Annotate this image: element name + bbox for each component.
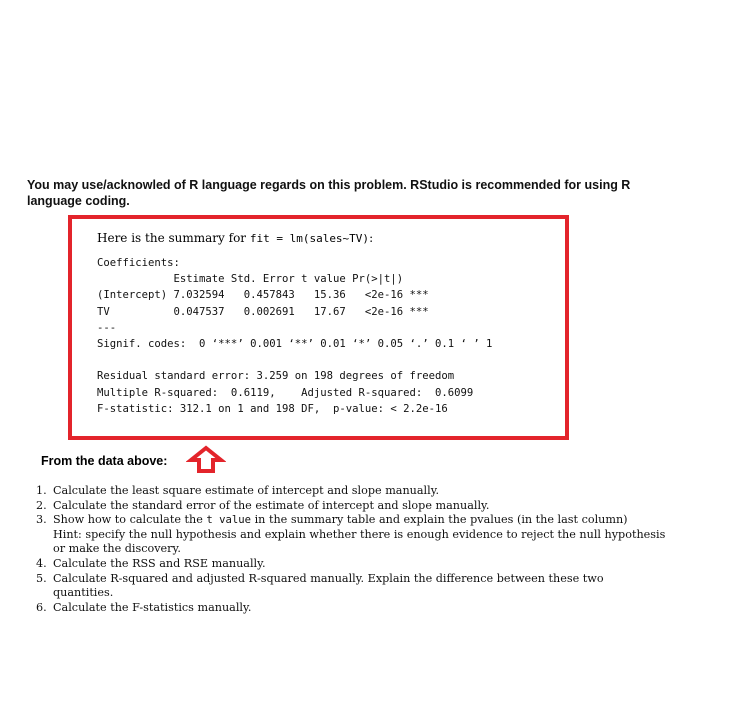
summary-intro-prefix: Here is the summary for [97,231,250,245]
question-item [36,572,666,601]
up-arrow-icon [186,445,226,475]
question-text-post: in the summary table and explain the pvalues (in the last column) [251,513,628,527]
question-text: Calculate the F-statistics manually. [53,600,252,614]
summary-intro-suffix: : [369,231,374,245]
question-list [36,484,666,615]
question-item [36,601,666,616]
question-number: 3. [36,513,47,527]
question-item [36,513,666,557]
question-text: Calculate the standard error of the estimate of intercept and slope manually. [53,498,490,512]
question-text-pre: Show how to calculate the [53,513,207,527]
code-line: Estimate Std. Error t value Pr(>|t|) [97,273,404,286]
code-line: Signif. codes: 0 ‘***’ 0.001 ‘**’ 0.01 ‘*’ 0.05 ‘.’ 0.1 ‘ ’ 1 [97,338,493,351]
question-item [36,499,666,514]
question-number: 5. [36,571,47,585]
question-code: t value [206,514,252,527]
code-line: F-statistic: 312.1 on 1 and 198 DF, p-value: < 2.2e-16 [97,402,448,415]
code-line: TV 0.047537 0.002691 17.67 <2e-16 *** [97,305,429,318]
question-text: Calculate the RSS and RSE manually. [53,556,266,570]
summary-intro-code: fit = lm(sales~TV) [249,232,370,245]
code-line: Coefficients: [97,257,180,269]
question-text: Calculate the least square estimate of intercept and slope manually. [53,484,440,497]
question-item [36,557,666,572]
from-data-label: From the data above: [41,454,168,468]
code-line: --- [97,321,117,334]
question-number: 1. [36,484,47,497]
code-line: Multiple R-squared: 0.6119, Adjusted R-squared: 0.6099 [97,386,474,399]
summary-intro-line [97,231,373,246]
code-line: Residual standard error: 3.259 on 198 degrees of freedom [97,370,455,383]
question-number: 6. [36,600,47,614]
question-number: 4. [36,556,47,570]
question-hint: Hint: specify the null hypothesis and explain whether there is enough evidence to reject the null hypothesis or make the discovery. [53,527,666,556]
code-line: (Intercept) 7.032594 0.457843 15.36 <2e-16 *** [97,289,429,302]
question-text: Calculate R-squared and adjusted R-squared manually. Explain the difference between these two quantities. [53,571,604,600]
intro-text: You may use/acknowled of R language regards on this problem. RStudio is recommended for using R language coding. [27,178,631,208]
r-summary-output [97,255,492,417]
question-number: 2. [36,498,47,512]
question-item [36,484,666,499]
